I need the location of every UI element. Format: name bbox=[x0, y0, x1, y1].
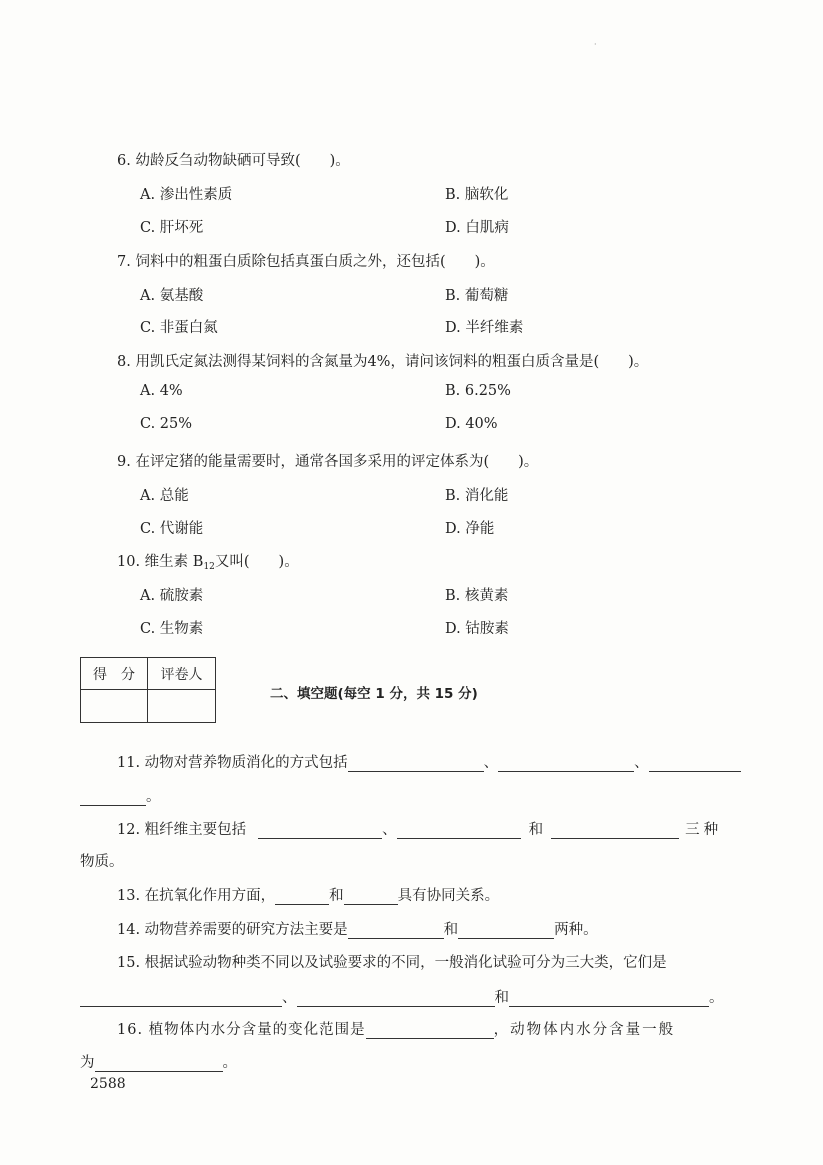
question-10-stem-text: 10. 维生素 B bbox=[117, 554, 204, 570]
q13-sep: 和 bbox=[329, 888, 344, 904]
q11-blank-3b bbox=[80, 790, 146, 806]
q11-blank-2 bbox=[498, 756, 634, 772]
q13-stem: 13. 在抗氧化作用方面， bbox=[117, 888, 276, 904]
question-7-option-b: B. 葡萄糖 bbox=[445, 288, 509, 304]
score-label: 得 分 bbox=[81, 658, 148, 690]
fill-question-15-cont bbox=[80, 986, 724, 1007]
grader-cell bbox=[148, 690, 216, 723]
fill-question-12 bbox=[117, 818, 722, 839]
q16-mid: ，动物体内水分含量一般 bbox=[493, 1022, 676, 1038]
question-10-subscript: 12 bbox=[203, 562, 215, 572]
question-7-option-c: C. 非蛋白氮 bbox=[140, 320, 218, 336]
q15-blank-2 bbox=[297, 991, 495, 1007]
q11-sep-2: 、 bbox=[634, 755, 649, 771]
question-8-option-c: C. 25% bbox=[140, 416, 193, 432]
fill-question-13 bbox=[117, 884, 499, 905]
q15-blank-1 bbox=[80, 991, 282, 1007]
q13-tail: 具有协同关系。 bbox=[397, 888, 500, 904]
q14-tail: 两种。 bbox=[554, 922, 598, 938]
fill-question-14 bbox=[117, 918, 598, 939]
question-6-option-c: C. 肝坏死 bbox=[140, 220, 204, 236]
fill-question-15: 15. 根据试验动物种类不同以及试验要求的不同，一般消化试验可分为三大类，它们是 bbox=[117, 955, 667, 971]
q12-blank-2 bbox=[397, 823, 521, 839]
question-9-option-d: D. 净能 bbox=[445, 521, 495, 537]
question-10-option-a: A. 硫胺素 bbox=[140, 588, 204, 604]
page-number: 2588 bbox=[90, 1076, 126, 1092]
q12-cont: 物质。 bbox=[80, 854, 124, 870]
q12-sep-2: 和 bbox=[528, 822, 544, 838]
q12-stem: 12. 粗纤维主要包括 bbox=[117, 822, 247, 838]
q12-blank-3 bbox=[551, 823, 679, 839]
question-8-option-b: B. 6.25% bbox=[445, 383, 511, 399]
q13-blank-1 bbox=[275, 889, 329, 905]
score-cell bbox=[81, 690, 148, 723]
q11-sep-1: 、 bbox=[483, 755, 499, 771]
question-9-stem: 9. 在评定猪的能量需要时，通常各国多采用的评定体系为( )。 bbox=[117, 454, 539, 470]
fill-question-16-cont bbox=[80, 1051, 237, 1072]
fill-question-11-cont bbox=[80, 785, 161, 806]
question-7-stem: 7. 饲料中的粗蛋白质除包括真蛋白质之外，还包括( )。 bbox=[117, 254, 495, 270]
grader-label: 评卷人 bbox=[148, 658, 216, 690]
question-10-option-b: B. 核黄素 bbox=[445, 588, 509, 604]
question-10-stem bbox=[117, 550, 299, 572]
q15-sep-1: 、 bbox=[282, 990, 297, 1006]
question-9-option-a: A. 总能 bbox=[140, 488, 189, 504]
question-9-option-b: B. 消化能 bbox=[445, 488, 509, 504]
q11-stem: 11. 动物对营养物质消化的方式包括 bbox=[117, 755, 348, 771]
q15-blank-3 bbox=[509, 991, 709, 1007]
question-9-option-c: C. 代谢能 bbox=[140, 521, 204, 537]
q16-blank-1 bbox=[366, 1023, 494, 1039]
q11-blank-1 bbox=[348, 756, 484, 772]
question-8-option-d: D. 40% bbox=[445, 416, 498, 432]
q16-stem: 16. 植物体内水分含量的变化范围是 bbox=[117, 1022, 366, 1038]
question-8-stem: 8. 用凯氏定氮法测得某饲料的含氮量为4%，请问该饲料的粗蛋白质含量是( )。 bbox=[117, 354, 649, 370]
q14-blank-1 bbox=[348, 923, 444, 939]
question-8-option-a: A. 4% bbox=[140, 383, 183, 399]
question-6-option-a: A. 渗出性素质 bbox=[140, 187, 233, 203]
q15-end: 。 bbox=[709, 990, 724, 1006]
question-6-stem: 6. 幼龄反刍动物缺硒可导致( )。 bbox=[117, 153, 350, 169]
question-7-option-d: D. 半纤维素 bbox=[445, 320, 524, 336]
question-7-option-a: A. 氨基酸 bbox=[140, 288, 204, 304]
q11-end: 。 bbox=[146, 789, 161, 805]
q14-sep: 和 bbox=[443, 922, 459, 938]
q13-blank-2 bbox=[344, 889, 398, 905]
score-table bbox=[80, 657, 216, 723]
q16-end: 。 bbox=[222, 1055, 237, 1071]
fill-question-11 bbox=[117, 751, 741, 772]
q16-blank-2 bbox=[95, 1056, 223, 1072]
q16-cont: 为 bbox=[80, 1055, 95, 1071]
scan-speck: · bbox=[594, 40, 597, 49]
q12-blank-1 bbox=[258, 823, 382, 839]
q12-tail: 三种 bbox=[685, 822, 723, 838]
q12-sep-1: 、 bbox=[382, 822, 397, 838]
question-10-stem-end: 又叫( )。 bbox=[214, 554, 299, 570]
question-6-option-b: B. 脑软化 bbox=[445, 187, 509, 203]
question-10-option-c: C. 生物素 bbox=[140, 621, 204, 637]
question-10-option-d: D. 钴胺素 bbox=[445, 621, 509, 637]
fill-question-16 bbox=[117, 1018, 675, 1039]
q14-blank-2 bbox=[458, 923, 554, 939]
q15-sep-2: 和 bbox=[494, 990, 509, 1006]
question-6-option-d: D. 白肌病 bbox=[445, 220, 509, 236]
q14-stem: 14. 动物营养需要的研究方法主要是 bbox=[117, 922, 348, 938]
q11-blank-3a bbox=[649, 756, 741, 772]
section-2-title: 二、填空题(每空 1 分，共 15 分) bbox=[270, 686, 478, 702]
